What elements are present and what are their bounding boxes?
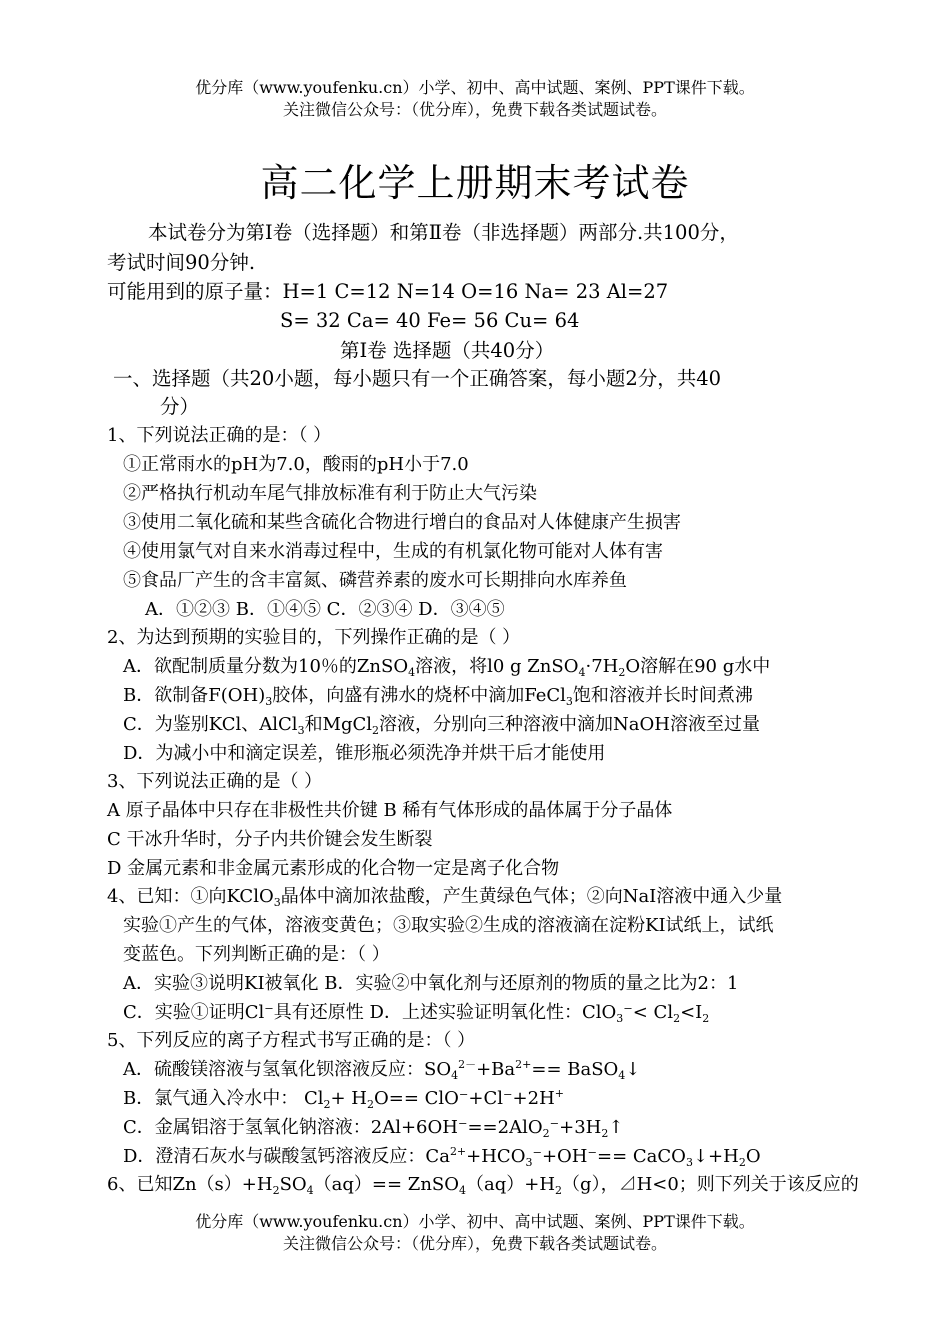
- exam-title: 高二化学上册期末考试卷: [260, 161, 690, 205]
- q4-stem-line-1: 4、已知：①向KClO$_3$晶体中滴加浓盐酸，产生黄绿色气体；②向NaI溶液中通入少量: [107, 886, 783, 909]
- q5-option-a: A．硫酸镁溶液与氢氧化钡溶液反应：$SO_4^{2-}+Ba^{2+}==$ BaSO$_4$↓: [123, 1058, 641, 1082]
- q1-statement-2: ②严格执行机动车尾气排放标准有利于防止大气污染: [123, 483, 537, 504]
- q1-statement-5: ⑤食品厂产生的含丰富氮、磷营养素的废水可长期排向水库养鱼: [123, 570, 627, 591]
- q2-option-c: C．为鉴别KCl、AlCl$_3$和MgCl$_2$溶液，分别向三种溶液中滴加NaOH溶液至过量: [123, 714, 760, 737]
- q1-statement-3: ③使用二氧化硫和某些含硫化合物进行增白的食品对人体健康产生损害: [123, 512, 681, 533]
- q1-stem: 1、下列说法正确的是：（ ）: [107, 425, 332, 446]
- q2-option-a: A．欲配制质量分数为10％的ZnSO$_4$溶液，将l0 g $ZnSO_4\cdot 7H_2O$溶解在90 g水中: [123, 656, 771, 679]
- header-line-2: 关注微信公众号：（优分库），免费下载各类试题试卷。: [282, 100, 667, 119]
- atomic-mass-line-2: S= 32 Ca= 40 Fe= 56 Cu= 64: [280, 309, 580, 332]
- q5-stem: 5、下列反应的离子方程式书写正确的是：（ ）: [107, 1030, 476, 1051]
- page-footer: [0, 1211, 950, 1255]
- atomic-mass-line-1: 可能用到的原子量：H=1 C=12 N=14 O=16 Na= 23 Al=27: [107, 280, 669, 303]
- q3-options-ab: A 原子晶体中只存在非极性共价键 B 稀有气体形成的晶体属于分子晶体: [107, 800, 673, 821]
- q3-option-c: C 干冰升华时，分子内共价键会发生断裂: [107, 829, 433, 850]
- q1-statement-4: ④使用氯气对自来水消毒过程中，生成的有机氯化物可能对人体有害: [123, 541, 663, 562]
- q2-option-d: D．为减小中和滴定误差，锥形瓶必须洗净并烘干后才能使用: [123, 743, 606, 764]
- section1-instruction-2: 分）: [160, 395, 200, 418]
- q6-stem-line-1: 6、已知$Zn(s)+H_2SO_4(aq)==$ $ZnSO_4(aq)+H_2(g)$，⊿H<0；则下列关于该反应的: [107, 1174, 859, 1197]
- q3-stem: 3、下列说法正确的是（ ）: [107, 771, 323, 792]
- q4-options-ab: A．实验③说明KI被氧化 B．实验②中氧化剂与还原剂的物质的量之比为2：1: [123, 973, 739, 994]
- intro-line-1: 本试卷分为第Ⅰ卷（选择题）和第Ⅱ卷（非选择题）两部分.共100分，: [148, 221, 739, 244]
- q2-option-b: B．欲制备$F(OH)_3$胶体，向盛有沸水的烧杯中滴加FeCl$_3$饱和溶液并长时间煮沸: [123, 685, 753, 708]
- q1-choices: A．①②③ B．①④⑤ C．②③④ D．③④⑤: [145, 599, 505, 620]
- q1-statement-1: ①正常雨水的pH为7.0，酸雨的pH小于7.0: [123, 454, 469, 475]
- q3-option-d: D 金属元素和非金属元素形成的化合物一定是离子化合物: [107, 858, 560, 879]
- q4-stem-line-2: 实验①产生的气体，溶液变黄色；③取实验②生成的溶液滴在淀粉KI试纸上，试纸: [123, 915, 774, 936]
- footer-line-2: 关注微信公众号：（优分库），免费下载各类试题试卷。: [282, 1234, 667, 1253]
- q5-option-d: D．澄清石灰水与碳酸氢钙溶液反应：$Ca^{2+}+HCO_3^-+OH^-==$ $CaCO_3↓+H_2O$: [123, 1145, 761, 1169]
- q5-option-b: B．氯气通入冷水中： $Cl_2+ H_2O== ClO^-+Cl^-+2H^+$: [123, 1087, 564, 1111]
- part1-heading: 第Ⅰ卷 选择题（共40分）: [340, 339, 555, 362]
- section1-instruction-1: 一、选择题（共20小题，每小题只有一个正确答案，每小题2分，共40: [113, 367, 722, 390]
- q5-option-c: C．金属铝溶于氢氧化钠溶液：$2Al+6OH^-==2AlO_2^-+3H_2↑$: [123, 1117, 624, 1140]
- q2-stem: 2、为达到预期的实验目的，下列操作正确的是（ ）: [107, 627, 521, 648]
- header-line-1: 优分库（www.youfenku.cn）小学、初中、高中试题、案例、PPT课件下载。: [195, 78, 755, 97]
- q4-options-cd: C．实验①证明Cl⁻具有还原性 D．上述实验证明氧化性：$ClO_3^-< Cl_2<I_2$: [123, 1002, 710, 1025]
- intro-line-2: 考试时间90分钟.: [107, 251, 256, 274]
- q4-stem-line-3: 变蓝色。下列判断正确的是：（ ）: [123, 944, 390, 965]
- footer-line-1: 优分库（www.youfenku.cn）小学、初中、高中试题、案例、PPT课件下载。: [195, 1212, 755, 1231]
- page-header: [0, 77, 950, 121]
